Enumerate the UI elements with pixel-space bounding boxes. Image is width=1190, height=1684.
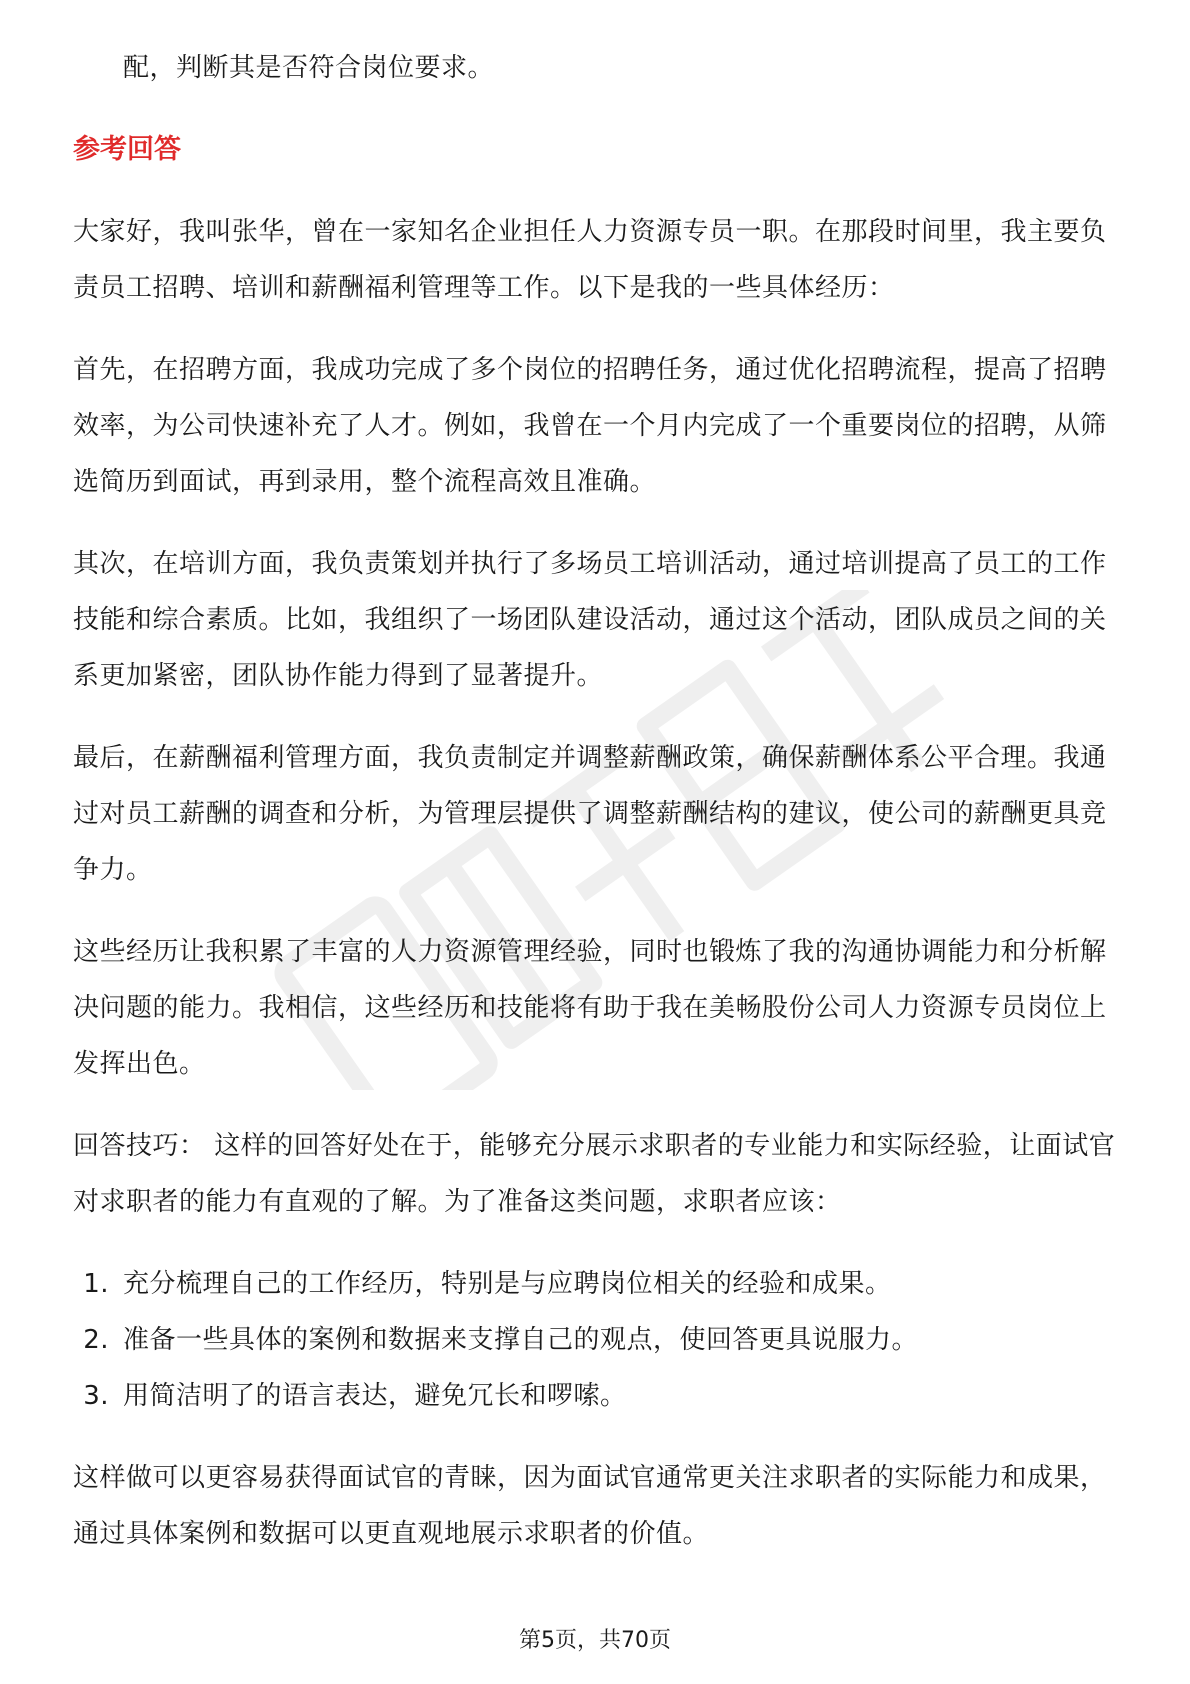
answer-paragraph-intro: 大家好，我叫张华，曾在一家知名企业担任人力资源专员一职。在那段时间里，我主要负责员工招聘、培训和薪酬福利管理等工作。以下是我的一些具体经历：: [73, 217, 1107, 303]
answer-tips-intro: 回答技巧： 这样的回答好处在于，能够充分展示求职者的专业能力和实际经验，让面试官对求职者的能力有直观的了解。为了准备这类问题，求职者应该：: [73, 1131, 1116, 1217]
answer-paragraph-recruiting: 首先，在招聘方面，我成功完成了多个岗位的招聘任务，通过优化招聘流程，提高了招聘效率，为公司快速补充了人才。例如，我曾在一个月内完成了一个重要岗位的招聘，从筛选简历到面试，再到录用，整个流程高效且准确。: [73, 355, 1107, 497]
list-item-text: 用简洁明了的语言表达，避免冗长和啰嗦。: [123, 1381, 627, 1411]
closing-paragraph: 这样做可以更容易获得面试官的青睐，因为面试官通常更关注求职者的实际能力和成果，通过具体案例和数据可以更直观地展示求职者的价值。: [73, 1463, 1107, 1549]
section-heading: 参考回答: [73, 134, 181, 165]
list-item: [73, 1312, 1123, 1368]
main-content: [73, 40, 1123, 1588]
continued-line: 配，判断其是否符合岗位要求。: [123, 53, 495, 83]
tips-list: [73, 1256, 1123, 1424]
list-item-number: 2.: [83, 1325, 109, 1355]
list-item: [73, 1256, 1123, 1312]
answer-paragraph-compensation: 最后，在薪酬福利管理方面，我负责制定并调整薪酬政策，确保薪酬体系公平合理。我通过对员工薪酬的调查和分析，为管理层提供了调整薪酬结构的建议，使公司的薪酬更具竞争力。: [73, 743, 1107, 885]
answer-paragraph-training: 其次，在培训方面，我负责策划并执行了多场员工培训活动，通过培训提高了员工的工作技能和综合素质。比如，我组织了一场团队建设活动，通过这个活动，团队成员之间的关系更加紧密，团队协作能力得到了显著提升。: [73, 549, 1107, 691]
list-item-number: 1.: [83, 1269, 109, 1299]
list-item-number: 3.: [83, 1381, 109, 1411]
list-item-text: 准备一些具体的案例和数据来支撑自己的观点，使回答更具说服力。: [123, 1325, 919, 1355]
answer-paragraph-summary: 这些经历让我积累了丰富的人力资源管理经验，同时也锻炼了我的沟通协调能力和分析解决问题的能力。我相信，这些经历和技能将有助于我在美畅股份公司人力资源专员岗位上发挥出色。: [73, 937, 1107, 1079]
list-item: [73, 1368, 1123, 1424]
page-number-footer: 第5页，共70页: [519, 1628, 671, 1653]
list-item-text: 充分梳理自己的工作经历，特别是与应聘岗位相关的经验和成果。: [123, 1269, 892, 1299]
